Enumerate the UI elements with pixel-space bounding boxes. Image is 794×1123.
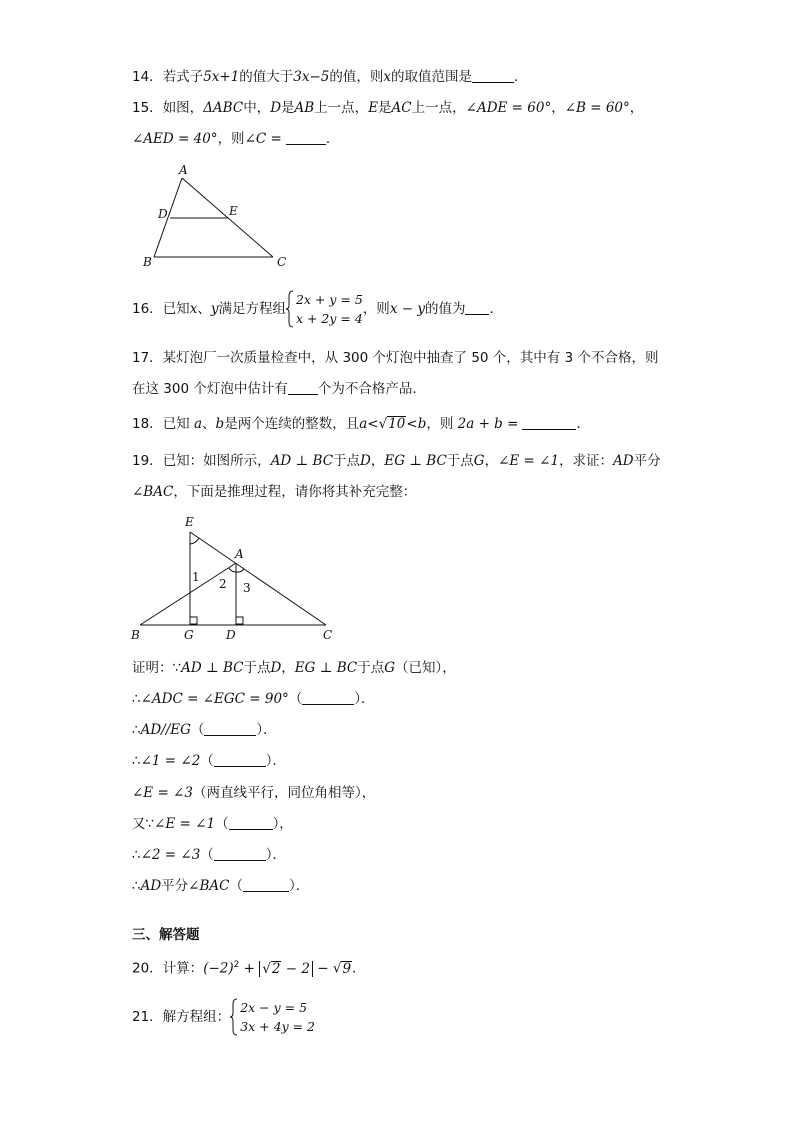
q19-text: ，: [484, 453, 499, 469]
q19-text: 已知：如图所示，: [162, 453, 271, 469]
q18-symbol: <: [406, 416, 418, 432]
proof-text: （: [200, 753, 214, 769]
proof-text: ∴: [132, 753, 141, 769]
q17-text: 17．某灯泡厂一次质量检查中，从 300 个灯泡中抽查了 50 个，其中有 3 个不合格，则: [132, 350, 659, 366]
question-20: [132, 955, 366, 979]
label-d: D: [158, 207, 168, 221]
proof-text: （: [288, 691, 303, 707]
q19-expr: D: [360, 453, 371, 469]
q15-expr: E: [368, 100, 379, 116]
label-g: G: [184, 628, 194, 642]
q14-text: 的值大于: [239, 69, 294, 85]
proof-expr: AD: [140, 878, 162, 894]
q19-text: ，下面是推理过程，请你将其补充完整：: [173, 484, 417, 500]
q20-exponent: 2: [233, 960, 240, 970]
sqrt-icon: √: [332, 960, 342, 977]
proof-expr: D: [270, 660, 282, 676]
q15-expr: AC: [391, 100, 412, 116]
proof-line-7: [132, 845, 286, 865]
proof-text: ∴: [132, 722, 141, 738]
answer-blank[interactable]: [288, 380, 318, 395]
q15-text: 是: [281, 100, 295, 116]
q20-symbol: −: [312, 960, 333, 977]
proof-expr: ∠2 = ∠3: [140, 847, 201, 863]
proof-text: ）．: [265, 847, 287, 863]
proof-text: ）．: [256, 722, 277, 738]
answer-blank[interactable]: [472, 68, 514, 83]
answer-blank[interactable]: [214, 752, 266, 767]
proof-text: ）．: [288, 878, 310, 894]
proof-text: ∴: [132, 847, 141, 863]
question-15-line-1: [132, 98, 643, 118]
q16-text: ．: [489, 301, 503, 317]
label-angle-1: 1: [192, 570, 200, 584]
label-e: E: [185, 515, 194, 529]
proof-expr: ∠1 = ∠2: [140, 753, 201, 769]
q16-expr: x: [189, 301, 198, 317]
answer-blank[interactable]: [243, 877, 289, 892]
q18-text: ，则: [426, 416, 458, 432]
answer-blank[interactable]: [204, 721, 256, 736]
q15-expr: ΔABC: [203, 100, 244, 116]
q15-text: ，则: [217, 131, 245, 147]
q17-text: 个为不合格产品．: [317, 381, 426, 397]
q21-text: 解方程组：: [162, 1009, 231, 1025]
proof-text: ）．: [354, 691, 375, 707]
proof-text: ）．: [265, 753, 287, 769]
q18-text: ．: [576, 416, 590, 432]
segment-ba: [140, 563, 236, 625]
q19-expr: ∠BAC: [132, 484, 174, 500]
label-e: E: [229, 204, 238, 218]
q16-expr: x − y: [389, 301, 425, 317]
brace-icon: [230, 998, 238, 1036]
q20-expr: (−2): [203, 960, 234, 977]
q15-text: 上一点，: [314, 100, 369, 116]
proof-expr: ∠BAC: [188, 878, 230, 894]
question-18: [132, 414, 590, 434]
q15-text: ，: [629, 100, 644, 116]
right-angle-g-icon: [190, 617, 197, 624]
q21-number: 21．: [132, 1009, 163, 1025]
q15-text: ．: [325, 131, 340, 147]
q20-radicand: 9: [342, 960, 352, 977]
q18-expr: b: [215, 416, 225, 432]
triangle-figure-q15: [138, 160, 298, 275]
q17-text: 在这 300 个灯泡中估计有: [132, 381, 288, 397]
right-angle-d-icon: [236, 617, 243, 624]
q15-text: 如图，: [162, 100, 204, 116]
proof-expr: G: [384, 660, 395, 676]
proof-text: （: [200, 847, 214, 863]
q18-number: 18．: [132, 416, 163, 432]
proof-text: 证明：∵: [132, 660, 182, 676]
q15-text: 上一点，: [411, 100, 466, 116]
proof-line-6: [132, 814, 293, 834]
q18-expr: b: [417, 416, 427, 432]
proof-text: 于点: [357, 660, 385, 676]
q19-expr: AD ⊥ BC: [270, 453, 334, 469]
sqrt-icon: √: [262, 960, 271, 977]
proof-expr: AD//EG: [140, 722, 191, 738]
proof-text: 平分: [161, 878, 189, 894]
q20-text: 计算：: [162, 960, 204, 977]
answer-blank[interactable]: [465, 300, 489, 315]
q19-text: 平分: [633, 453, 661, 469]
q20-number: 20．: [132, 960, 163, 977]
answer-blank[interactable]: [522, 415, 576, 430]
q14-expr: 3x−5: [293, 69, 330, 85]
q15-expr: ∠AED = 40°: [132, 131, 218, 147]
question-19-line-2: [132, 482, 416, 502]
label-angle-2: 2: [219, 577, 227, 591]
label-d: D: [226, 628, 236, 642]
proof-text: ∴: [132, 878, 141, 894]
question-15-line-2: [132, 129, 339, 149]
label-b: B: [143, 255, 152, 269]
q15-expr: AB: [294, 100, 315, 116]
proof-text: （: [229, 878, 243, 894]
label-a: A: [235, 547, 244, 561]
proof-expr: AD ⊥ BC: [181, 660, 244, 676]
proof-line-1: [132, 658, 456, 678]
proof-text: ），: [272, 816, 293, 832]
q19-text: ，求证：: [559, 453, 614, 469]
brace-icon: [286, 290, 294, 328]
angle-1-arc-icon: [190, 538, 199, 544]
proof-expr: ∠E = ∠1: [154, 816, 216, 832]
q15-number: 15．: [132, 100, 163, 116]
segment-ec: [190, 532, 326, 625]
q14-text: 的值，则: [329, 69, 384, 85]
proof-text: （已知），: [395, 660, 456, 676]
q16-text: ，则: [362, 301, 390, 317]
q15-text: ，: [551, 100, 565, 116]
question-17-line-2: [132, 379, 426, 399]
q14-expr: x: [383, 69, 392, 85]
q15-text: 中，: [243, 100, 271, 116]
q16-expr: y: [210, 301, 219, 317]
q14-text: 若式子: [162, 69, 204, 85]
q16-text: 满足方程组: [218, 301, 286, 317]
q16-text: 的值为: [424, 301, 466, 317]
absolute-value: [259, 961, 313, 977]
proof-line-4: [132, 751, 286, 771]
q20-text: ．: [352, 960, 366, 977]
equation-1: 2x − y = 5: [240, 1000, 308, 1015]
q16-number: 16．: [132, 301, 163, 317]
label-b: B: [131, 628, 140, 642]
proof-text: （: [190, 722, 205, 738]
question-16: [132, 288, 503, 330]
q16-text: 已知: [162, 301, 190, 317]
proof-line-3: [132, 720, 277, 740]
q16-text: 、: [197, 301, 211, 317]
triangle-figure-q19: [128, 512, 348, 647]
section-heading: 三、解答题: [132, 927, 200, 943]
equation-system: [230, 998, 315, 1036]
angle-3-arc-icon: [236, 569, 244, 572]
q20-radicand: 2: [271, 960, 281, 977]
sqrt-icon: √: [378, 416, 388, 432]
q18-text: 是两个连续的整数，且: [224, 416, 360, 432]
question-17-line-1: [132, 348, 658, 368]
answer-blank[interactable]: [229, 815, 273, 830]
proof-text: ∴: [132, 691, 141, 707]
label-c: C: [323, 628, 333, 642]
q18-text: 已知: [162, 416, 194, 432]
q18-expr: a: [193, 416, 203, 432]
q15-expr: D: [270, 100, 282, 116]
q18-symbol: =: [502, 416, 519, 432]
q20-symbol: +: [239, 960, 260, 977]
proof-line-8: [132, 876, 309, 896]
proof-text: 于点: [243, 660, 271, 676]
q19-expr: AD: [613, 453, 634, 469]
q18-symbol: <: [367, 416, 379, 432]
label-angle-3: 3: [243, 581, 251, 595]
proof-expr: ∠E = ∠3: [132, 785, 193, 801]
q18-text: 、: [202, 416, 216, 432]
equation-2: x + 2y = 4: [295, 311, 363, 326]
q18-expr: 2a + b: [457, 416, 503, 432]
equation-2: 3x + 4y = 2: [240, 1019, 315, 1034]
answer-blank[interactable]: [214, 846, 266, 861]
q20-expr: − 2: [281, 960, 310, 977]
q18-expr: a: [359, 416, 368, 432]
equation-system: [286, 290, 363, 328]
q15-expr: ∠ADE = 60°: [465, 100, 552, 116]
proof-line-2: [132, 689, 375, 709]
q14-expr: 5x+1: [203, 69, 240, 85]
proof-text: （两直线平行，同位角相等），: [192, 785, 376, 801]
q18-radicand: 10: [388, 416, 406, 432]
proof-expr: EG ⊥ BC: [294, 660, 358, 676]
proof-text: （: [215, 816, 229, 832]
question-14: [132, 67, 528, 87]
angle-2-arc-icon: [229, 568, 236, 572]
proof-text: ，: [281, 660, 295, 676]
q14-text: ．: [514, 69, 528, 85]
q14-number: 14．: [132, 69, 163, 85]
equation-1: 2x + y = 5: [295, 292, 363, 307]
q19-text: 于点: [333, 453, 361, 469]
proof-expr: ∠ADC = ∠EGC = 90°: [140, 691, 289, 707]
answer-blank[interactable]: [302, 690, 354, 705]
q19-number: 19．: [132, 453, 163, 469]
q19-text: ，: [370, 453, 385, 469]
q19-text: 于点: [446, 453, 474, 469]
q19-expr: G: [473, 453, 485, 469]
q14-text: 的取值范围是: [391, 69, 473, 85]
answer-blank[interactable]: [286, 130, 326, 145]
question-21: [132, 996, 315, 1038]
label-c: C: [277, 255, 287, 269]
label-a: A: [179, 163, 188, 177]
q15-expr: ∠B = 60°: [564, 100, 630, 116]
q15-text: 是: [378, 100, 392, 116]
q19-expr: ∠E = ∠1: [498, 453, 560, 469]
q15-expr: ∠C =: [244, 131, 282, 147]
question-19-line-1: [132, 451, 661, 471]
q19-expr: EG ⊥ BC: [384, 453, 447, 469]
proof-text: 又∵: [132, 816, 155, 832]
proof-line-5: [132, 783, 375, 803]
